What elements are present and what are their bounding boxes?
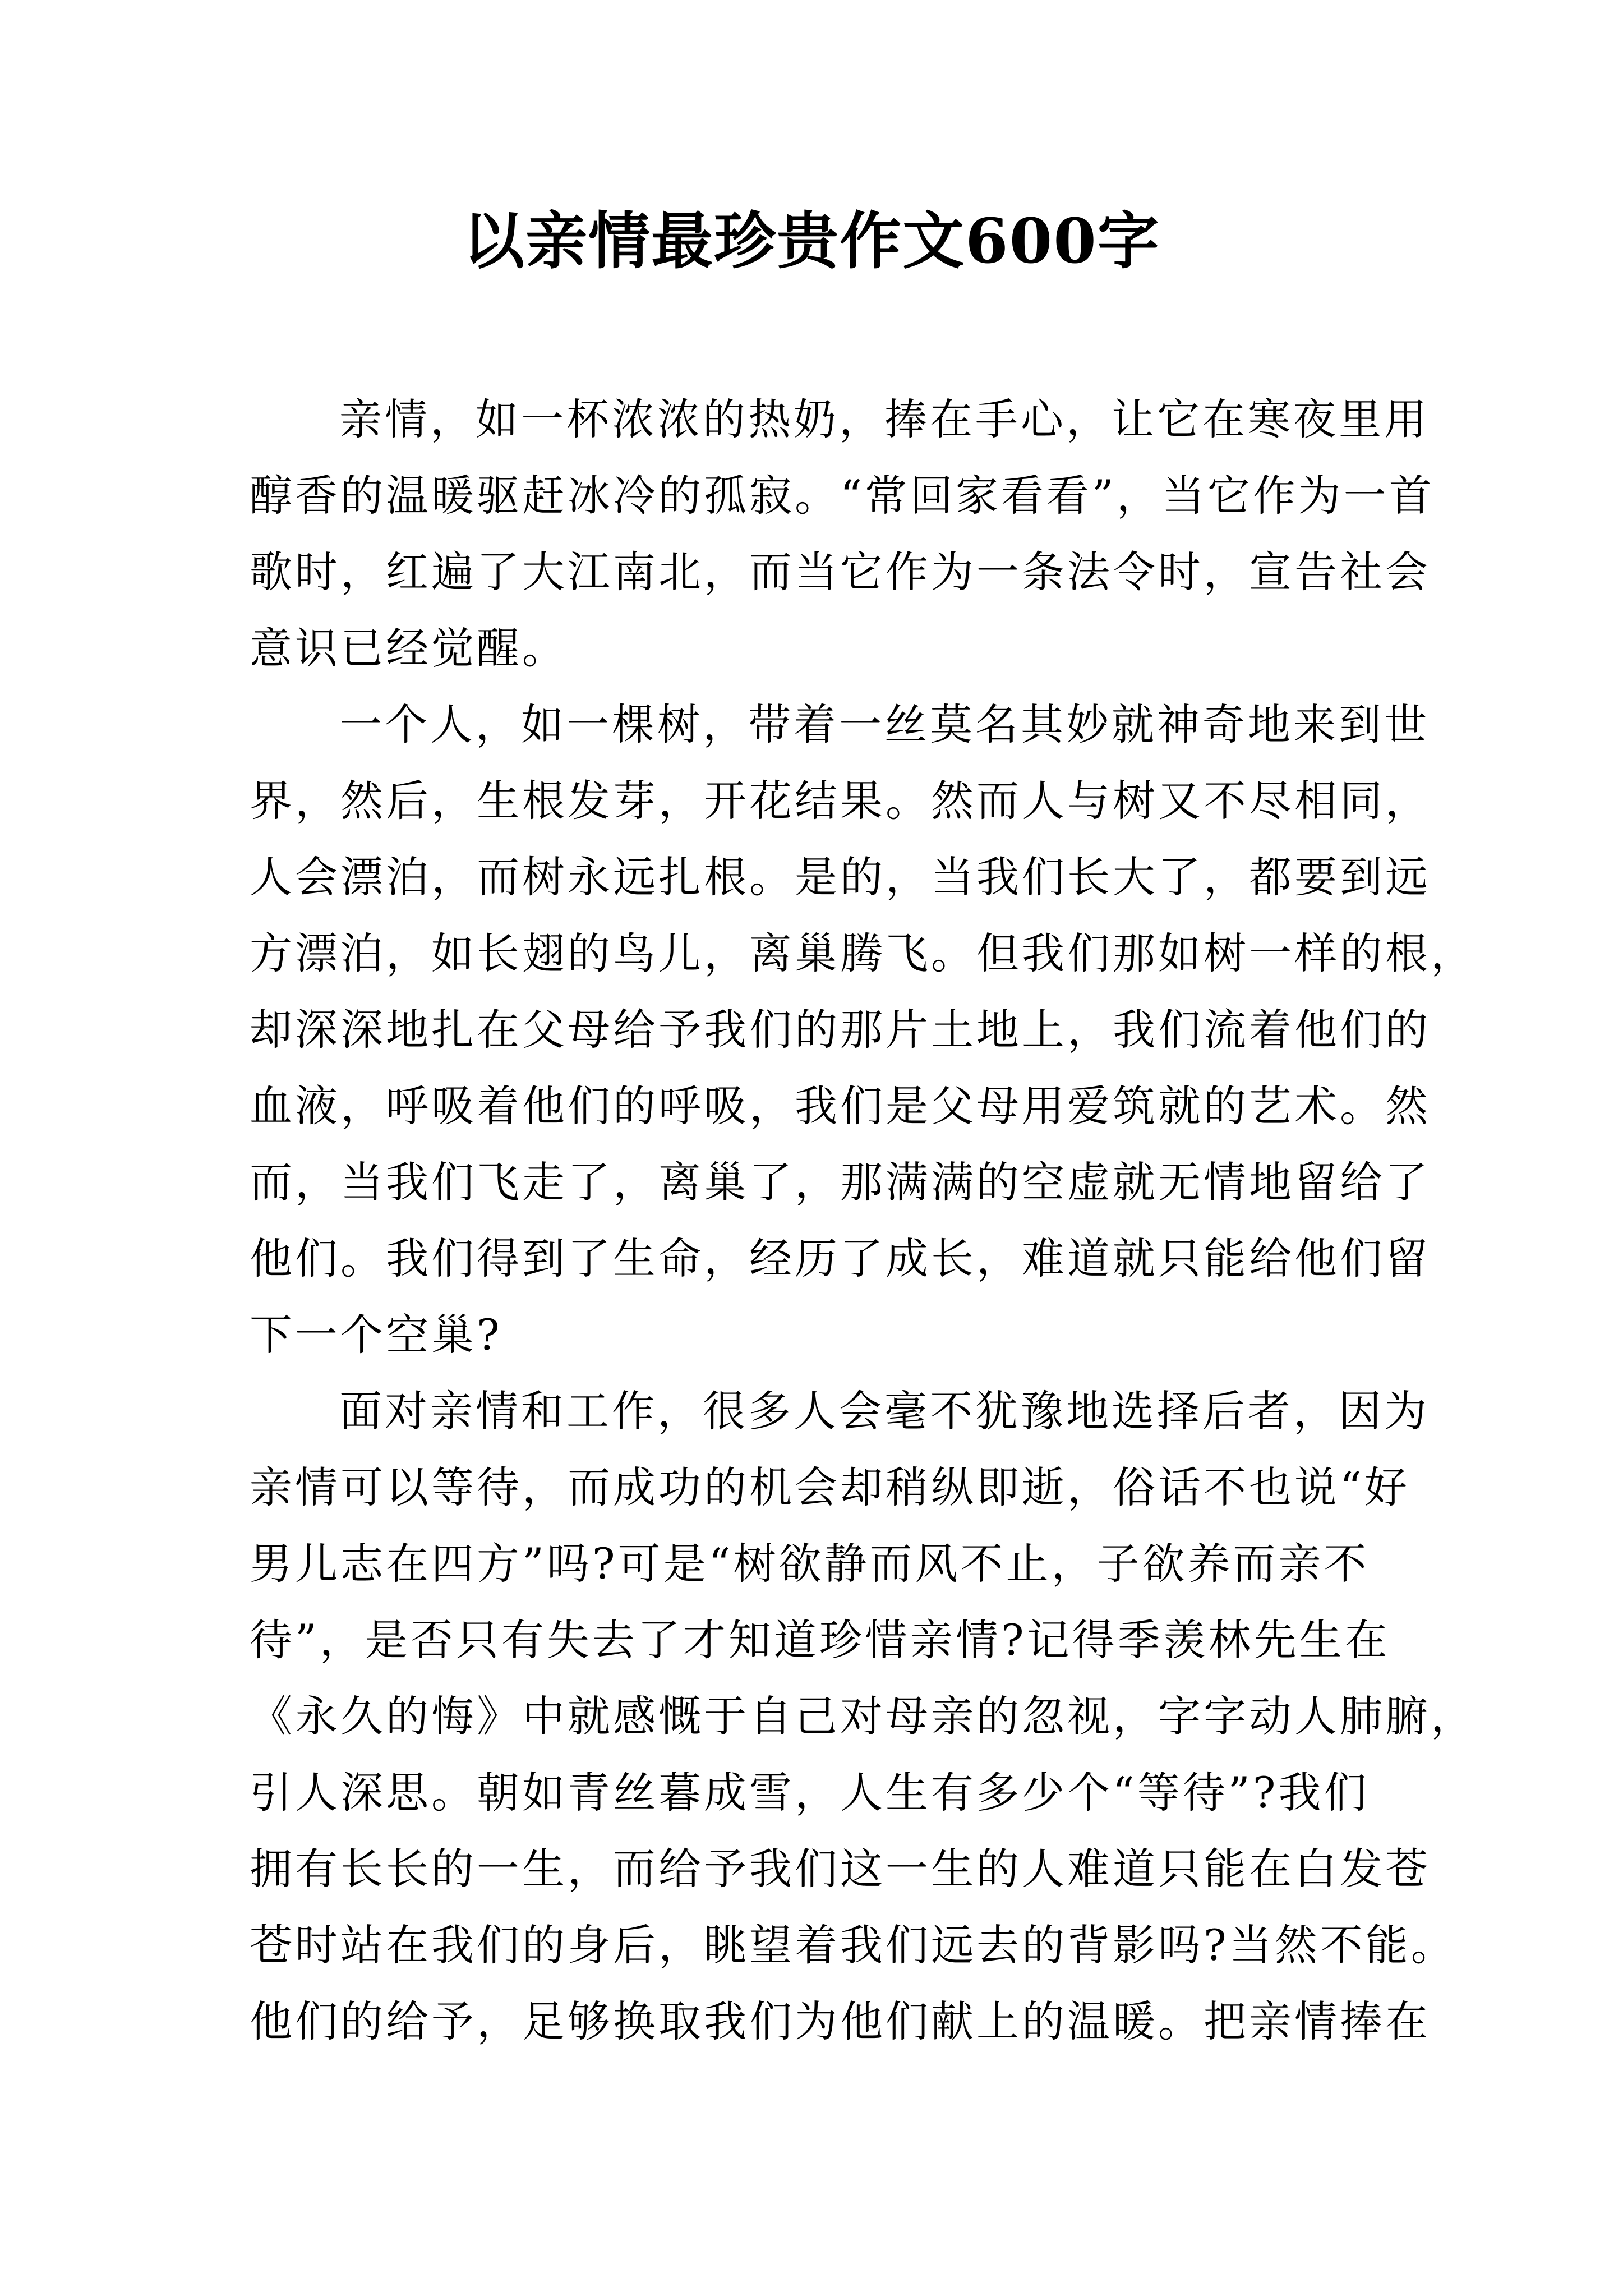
paragraph-3-line-7: 拥有长长的一生，而给予我们这一生的人难道只能在白发苍 — [250, 1844, 1431, 1894]
paragraph-3-line-8: 苍时站在我们的身后，眺望着我们远去的背影吗?当然不能。 — [250, 1920, 1456, 1970]
paragraph-1-line-3: 歌时，红遍了大江南北，而当它作为一条法令时，宣告社会 — [250, 547, 1431, 597]
paragraph-1-line-4: 意识已经觉醒。 — [250, 623, 568, 673]
paragraph-2-line-1: 一个人，如一棵树，带着一丝莫名其妙就神奇地来到世 — [339, 700, 1430, 749]
paragraph-3-line-5: 《永久的悔》中就感慨于自己对母亲的忽视，字字动人肺腑， — [250, 1691, 1476, 1741]
paragraph-2-line-6: 血液，呼吸着他们的呼吸，我们是父母用爱筑就的艺术。然 — [250, 1081, 1431, 1131]
paragraph-2-line-7: 而，当我们飞走了，离巢了，那满满的空虚就无情地留给了 — [250, 1157, 1431, 1207]
paragraph-3-line-3: 男儿志在四方”吗?可是“树欲静而风不止，子欲养而亲不 — [250, 1539, 1370, 1589]
paragraph-1-line-2: 醇香的温暖驱赶冰冷的孤寂。“常回家看看”，当它作为一首 — [250, 471, 1435, 521]
paragraph-3-line-9: 他们的给予，足够换取我们为他们献上的温暖。把亲情捧在 — [250, 1996, 1431, 2046]
paragraph-2-line-2: 界，然后，生根发芽，开花结果。然而人与树又不尽相同， — [250, 776, 1431, 826]
paragraph-2-line-8: 他们。我们得到了生命，经历了成长，难道就只能给他们留 — [250, 1234, 1431, 1283]
paragraph-2-line-9: 下一个空巢? — [250, 1310, 502, 1360]
paragraph-3-line-1: 面对亲情和工作，很多人会毫不犹豫地选择后者，因为 — [339, 1386, 1430, 1436]
paragraph-2-line-3: 人会漂泊，而树永远扎根。是的，当我们长大了，都要到远 — [250, 852, 1431, 902]
paragraph-1-line-1: 亲情，如一杯浓浓的热奶，捧在手心，让它在寒夜里用 — [339, 394, 1430, 444]
paragraph-3-line-6: 引人深思。朝如青丝暮成雪，人生有多少个“等待”?我们 — [250, 1768, 1370, 1818]
paragraph-2-line-5: 却深深地扎在父母给予我们的那片土地上，我们流着他们的 — [250, 1005, 1431, 1055]
paragraph-3-line-2: 亲情可以等待，而成功的机会却稍纵即逝，俗话不也说“好 — [250, 1462, 1410, 1512]
paragraph-3-line-4: 待”，是否只有失去了才知道珍惜亲情?记得季羡林先生在 — [250, 1615, 1390, 1665]
paragraph-2-line-4: 方漂泊，如长翅的鸟儿，离巢腾飞。但我们那如树一样的根， — [250, 928, 1476, 978]
essay-body — [250, 381, 1476, 2060]
document-title: 以亲情最珍贵作文600字 — [463, 205, 1160, 277]
